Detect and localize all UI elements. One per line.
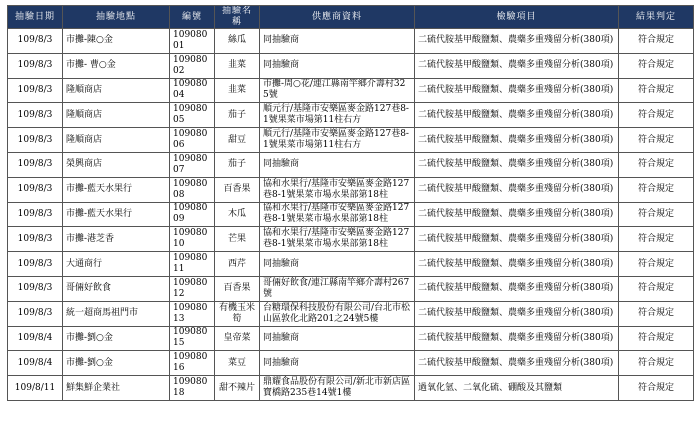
cell-items: 二硫代胺基甲酸鹽類、農藥多重殘留分析(380項)	[415, 53, 619, 78]
inspection-table	[7, 5, 694, 401]
cell-name: 芒果	[215, 227, 260, 252]
cell-supplier: 協和水果行/基隆市安樂區麥金路127巷8-1號果菜市場水果部第18柱	[260, 227, 415, 252]
cell-result: 符合規定	[619, 376, 694, 401]
cell-date: 109/8/3	[8, 301, 63, 326]
cell-date: 109/8/3	[8, 276, 63, 301]
cell-place: 市攤-劉○金	[63, 351, 170, 376]
table-row	[8, 301, 694, 326]
cell-items: 二硫代胺基甲酸鹽類、農藥多重殘留分析(380項)	[415, 227, 619, 252]
cell-place: 隆順商店	[63, 128, 170, 153]
cell-name: 木瓜	[215, 202, 260, 227]
cell-place: 市攤-陳○金	[63, 29, 170, 54]
cell-supplier: 市攤-周○花/連江縣南竿鄉介壽村325號	[260, 78, 415, 103]
table-row	[8, 376, 694, 401]
cell-id: 10908018	[170, 376, 215, 401]
cell-id: 10908012	[170, 276, 215, 301]
table-row	[8, 177, 694, 202]
table-row	[8, 103, 694, 128]
cell-supplier: 哥倆好飲食/連江縣南竿鄉介壽村267號	[260, 276, 415, 301]
cell-name: 韭菜	[215, 53, 260, 78]
cell-items: 二硫代胺基甲酸鹽類、農藥多重殘留分析(380項)	[415, 152, 619, 177]
table-row	[8, 53, 694, 78]
cell-place: 市攤-港芝香	[63, 227, 170, 252]
cell-result: 符合規定	[619, 29, 694, 54]
cell-name: 甜豆	[215, 128, 260, 153]
cell-result: 符合規定	[619, 103, 694, 128]
header-result: 結果判定	[619, 6, 694, 29]
cell-id: 10908002	[170, 53, 215, 78]
table-row	[8, 78, 694, 103]
cell-name: 有機玉米筍	[215, 301, 260, 326]
cell-date: 109/8/3	[8, 53, 63, 78]
cell-date: 109/8/3	[8, 227, 63, 252]
cell-supplier: 順元行/基隆市安樂區麥金路127巷8-1號果菜市場第11柱右方	[260, 103, 415, 128]
cell-name: 絲瓜	[215, 29, 260, 54]
table-row	[8, 252, 694, 277]
header-id: 編號	[170, 6, 215, 29]
cell-id: 10908001	[170, 29, 215, 54]
cell-date: 109/8/3	[8, 152, 63, 177]
cell-date: 109/8/3	[8, 78, 63, 103]
cell-place: 大通商行	[63, 252, 170, 277]
cell-supplier: 同抽驗商	[260, 351, 415, 376]
cell-date: 109/8/3	[8, 177, 63, 202]
cell-place: 榮興商店	[63, 152, 170, 177]
cell-result: 符合規定	[619, 152, 694, 177]
header-place: 抽驗地點	[63, 6, 170, 29]
cell-name: 茄子	[215, 103, 260, 128]
cell-date: 109/8/3	[8, 29, 63, 54]
cell-result: 符合規定	[619, 252, 694, 277]
cell-result: 符合規定	[619, 202, 694, 227]
table-row	[8, 326, 694, 351]
cell-date: 109/8/11	[8, 376, 63, 401]
cell-name: 茄子	[215, 152, 260, 177]
cell-name: 菜豆	[215, 351, 260, 376]
cell-result: 符合規定	[619, 78, 694, 103]
cell-id: 10908015	[170, 326, 215, 351]
cell-items: 二硫代胺基甲酸鹽類、農藥多重殘留分析(380項)	[415, 177, 619, 202]
cell-items: 二硫代胺基甲酸鹽類、農藥多重殘留分析(380項)	[415, 103, 619, 128]
cell-items: 二硫代胺基甲酸鹽類、農藥多重殘留分析(380項)	[415, 78, 619, 103]
cell-date: 109/8/3	[8, 252, 63, 277]
cell-result: 符合規定	[619, 53, 694, 78]
cell-supplier: 鼎耀食品股份有限公司/新北市新店區寶橋路235巷14號1樓	[260, 376, 415, 401]
inspection-table-container	[7, 5, 693, 401]
table-row	[8, 202, 694, 227]
cell-place: 市攤-藍天水果行	[63, 177, 170, 202]
cell-supplier: 同抽驗商	[260, 326, 415, 351]
table-header-row	[8, 6, 694, 29]
cell-items: 二硫代胺基甲酸鹽類、農藥多重殘留分析(380項)	[415, 276, 619, 301]
cell-id: 10908009	[170, 202, 215, 227]
table-row	[8, 128, 694, 153]
cell-name: 韭菜	[215, 78, 260, 103]
cell-supplier: 同抽驗商	[260, 152, 415, 177]
cell-result: 符合規定	[619, 177, 694, 202]
table-row	[8, 351, 694, 376]
cell-result: 符合規定	[619, 351, 694, 376]
cell-name: 百香果	[215, 276, 260, 301]
cell-id: 10908006	[170, 128, 215, 153]
cell-result: 符合規定	[619, 326, 694, 351]
cell-place: 哥倆好飲食	[63, 276, 170, 301]
cell-date: 109/8/4	[8, 351, 63, 376]
cell-id: 10908016	[170, 351, 215, 376]
cell-date: 109/8/4	[8, 326, 63, 351]
cell-items: 二硫代胺基甲酸鹽類、農藥多重殘留分析(380項)	[415, 202, 619, 227]
cell-items: 二硫代胺基甲酸鹽類、農藥多重殘留分析(380項)	[415, 252, 619, 277]
cell-supplier: 同抽驗商	[260, 29, 415, 54]
cell-items: 二硫代胺基甲酸鹽類、農藥多重殘留分析(380項)	[415, 128, 619, 153]
cell-place: 市攤-劉○金	[63, 326, 170, 351]
header-date: 抽驗日期	[8, 6, 63, 29]
header-supplier: 供應商資料	[260, 6, 415, 29]
cell-id: 10908013	[170, 301, 215, 326]
cell-result: 符合規定	[619, 276, 694, 301]
cell-name: 西芹	[215, 252, 260, 277]
cell-place: 市攤- 曹○金	[63, 53, 170, 78]
cell-name: 百香果	[215, 177, 260, 202]
cell-date: 109/8/3	[8, 128, 63, 153]
header-items: 檢驗項目	[415, 6, 619, 29]
header-name: 抽驗名稱	[215, 6, 260, 29]
cell-place: 隆順商店	[63, 103, 170, 128]
cell-id: 10908004	[170, 78, 215, 103]
cell-supplier: 協和水果行/基隆市安樂區麥金路127巷8-1號果菜市場水果部第18柱	[260, 202, 415, 227]
cell-supplier: 同抽驗商	[260, 252, 415, 277]
cell-result: 符合規定	[619, 128, 694, 153]
cell-items: 二硫代胺基甲酸鹽類、農藥多重殘留分析(380項)	[415, 351, 619, 376]
cell-items: 二硫代胺基甲酸鹽類、農藥多重殘留分析(380項)	[415, 301, 619, 326]
table-row	[8, 276, 694, 301]
cell-supplier: 順元行/基隆市安樂區麥金路127巷8-1號果菜市場第11柱右方	[260, 128, 415, 153]
cell-id: 10908008	[170, 177, 215, 202]
table-body	[8, 29, 694, 401]
table-row	[8, 152, 694, 177]
cell-id: 10908007	[170, 152, 215, 177]
cell-place: 統一超商馬祖門市	[63, 301, 170, 326]
cell-name: 皇帝菜	[215, 326, 260, 351]
cell-id: 10908010	[170, 227, 215, 252]
cell-date: 109/8/3	[8, 103, 63, 128]
table-row	[8, 227, 694, 252]
cell-supplier: 協和水果行/基隆市安樂區麥金路127巷8-1號果菜市場水果部第18柱	[260, 177, 415, 202]
table-row	[8, 29, 694, 54]
cell-name: 甜不辣片	[215, 376, 260, 401]
cell-items: 二硫代胺基甲酸鹽類、農藥多重殘留分析(380項)	[415, 29, 619, 54]
cell-result: 符合規定	[619, 227, 694, 252]
cell-place: 鮮集鮮企業社	[63, 376, 170, 401]
cell-id: 10908005	[170, 103, 215, 128]
cell-id: 10908011	[170, 252, 215, 277]
cell-result: 符合規定	[619, 301, 694, 326]
cell-items: 過氧化氫、二氧化硫、硼酸及其鹽類	[415, 376, 619, 401]
cell-supplier: 同抽驗商	[260, 53, 415, 78]
cell-place: 市攤-藍天水果行	[63, 202, 170, 227]
cell-supplier: 台糖環保科技股份有限公司/台北市松山區敦化北路201之24號5樓	[260, 301, 415, 326]
cell-items: 二硫代胺基甲酸鹽類、農藥多重殘留分析(380項)	[415, 326, 619, 351]
cell-date: 109/8/3	[8, 202, 63, 227]
cell-place: 隆順商店	[63, 78, 170, 103]
